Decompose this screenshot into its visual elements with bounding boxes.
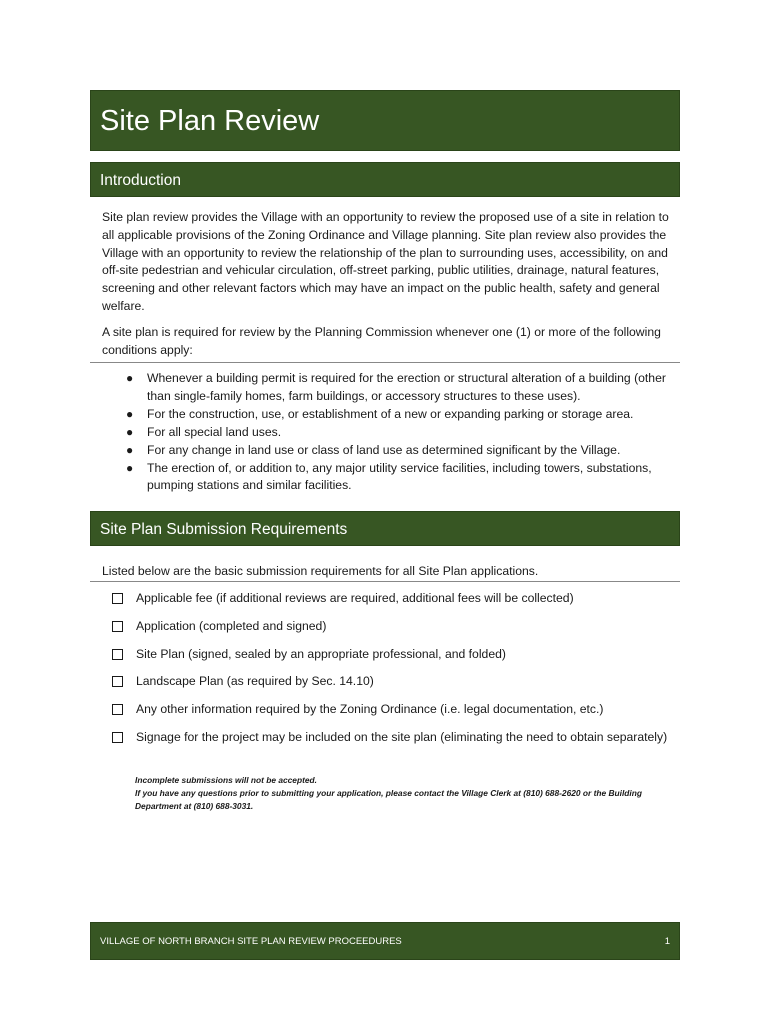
checklist-item bbox=[110, 729, 675, 747]
submission-notes bbox=[135, 774, 680, 813]
checkbox-icon[interactable] bbox=[112, 593, 123, 604]
introduction-banner bbox=[90, 162, 680, 197]
requirements-checklist bbox=[110, 590, 675, 757]
section-divider bbox=[90, 581, 680, 582]
list-item bbox=[126, 460, 671, 496]
checklist-item-label: Landscape Plan (as required by Sec. 14.10) bbox=[136, 674, 374, 689]
checklist-item bbox=[110, 618, 675, 636]
contact-note: If you have any questions prior to submitting your application, please contact the Village Clerk at (810) 688-2620 or the Building Department at (810) 688-3031. bbox=[135, 788, 642, 811]
checklist-item bbox=[110, 701, 675, 719]
requirements-intro: Listed below are the basic submission requirements for all Site Plan applications. bbox=[102, 564, 539, 578]
checkbox-icon[interactable] bbox=[112, 676, 123, 687]
introduction-paragraph: Site plan review provides the Village with an opportunity to review the proposed use of a site in relation to all applicable provisions of the Zoning Ordinance and Village planning. Site plan review also provides the Village with an opportunity to review the relationship of the plan to surrounding uses, accessibility, on and off-site pedestrian and vehicular circulation, off-street parking, public utilities, drainage, natural features, screening and other relevant factors which may have an impact on the public health, safety and general welfare. bbox=[102, 210, 669, 313]
bullet-dot-icon: ● bbox=[126, 406, 134, 421]
condition-text: The erection of, or addition to, any major utility service facilities, including towers, substations, pumping stations and similar facilities. bbox=[147, 460, 652, 493]
checklist-item bbox=[110, 673, 675, 691]
condition-text: For any change in land use or class of land use as determined significant by the Village. bbox=[147, 442, 621, 457]
list-item bbox=[126, 442, 671, 460]
page-footer bbox=[90, 922, 680, 960]
condition-text: For all special land uses. bbox=[147, 424, 282, 439]
requirements-banner bbox=[90, 511, 680, 546]
list-item bbox=[126, 370, 671, 406]
condition-text: For the construction, use, or establishment of a new or expanding parking or storage area. bbox=[147, 406, 634, 421]
checkbox-icon[interactable] bbox=[112, 732, 123, 743]
checklist-item bbox=[110, 646, 675, 664]
checklist-item-label: Signage for the project may be included on the site plan (eliminating the need to obtain separately) bbox=[136, 729, 668, 744]
section-divider bbox=[90, 362, 680, 363]
checklist-item-label: Any other information required by the Zoning Ordinance (i.e. legal documentation, etc.) bbox=[136, 702, 604, 717]
checkbox-icon[interactable] bbox=[112, 621, 123, 632]
checkbox-icon[interactable] bbox=[112, 649, 123, 660]
checklist-item bbox=[110, 590, 675, 608]
page-title: Site Plan Review bbox=[100, 105, 320, 137]
checkbox-icon[interactable] bbox=[112, 704, 123, 715]
conditions-list bbox=[126, 370, 671, 495]
checklist-item-label: Site Plan (signed, sealed by an appropriate professional, and folded) bbox=[136, 646, 506, 661]
conditions-intro-paragraph: A site plan is required for review by the Planning Commission whenever one (1) or more of the following conditions apply: bbox=[102, 325, 661, 357]
checklist-item-label: Applicable fee (if additional reviews are required, additional fees will be collected) bbox=[136, 591, 574, 605]
bullet-dot-icon: ● bbox=[126, 424, 134, 439]
checklist-item-label: Application (completed and signed) bbox=[136, 618, 327, 633]
introduction-heading: Introduction bbox=[100, 172, 181, 189]
incomplete-note: Incomplete submissions will not be accepted. bbox=[135, 775, 317, 785]
bullet-dot-icon: ● bbox=[126, 371, 134, 385]
bullet-dot-icon: ● bbox=[126, 442, 134, 457]
list-item bbox=[126, 406, 671, 424]
list-item bbox=[126, 424, 671, 442]
bullet-dot-icon: ● bbox=[126, 460, 134, 475]
footer-text: VILLAGE OF NORTH BRANCH SITE PLAN REVIEW PROCEEDURES bbox=[100, 936, 402, 947]
page-number: 1 bbox=[664, 936, 670, 947]
condition-text: Whenever a building permit is required for the erection or structural alteration of a building (other than single-family homes, farm buildings, or accessory structures to these uses). bbox=[147, 371, 666, 403]
title-banner bbox=[90, 90, 680, 151]
requirements-heading: Site Plan Submission Requirements bbox=[100, 521, 348, 538]
